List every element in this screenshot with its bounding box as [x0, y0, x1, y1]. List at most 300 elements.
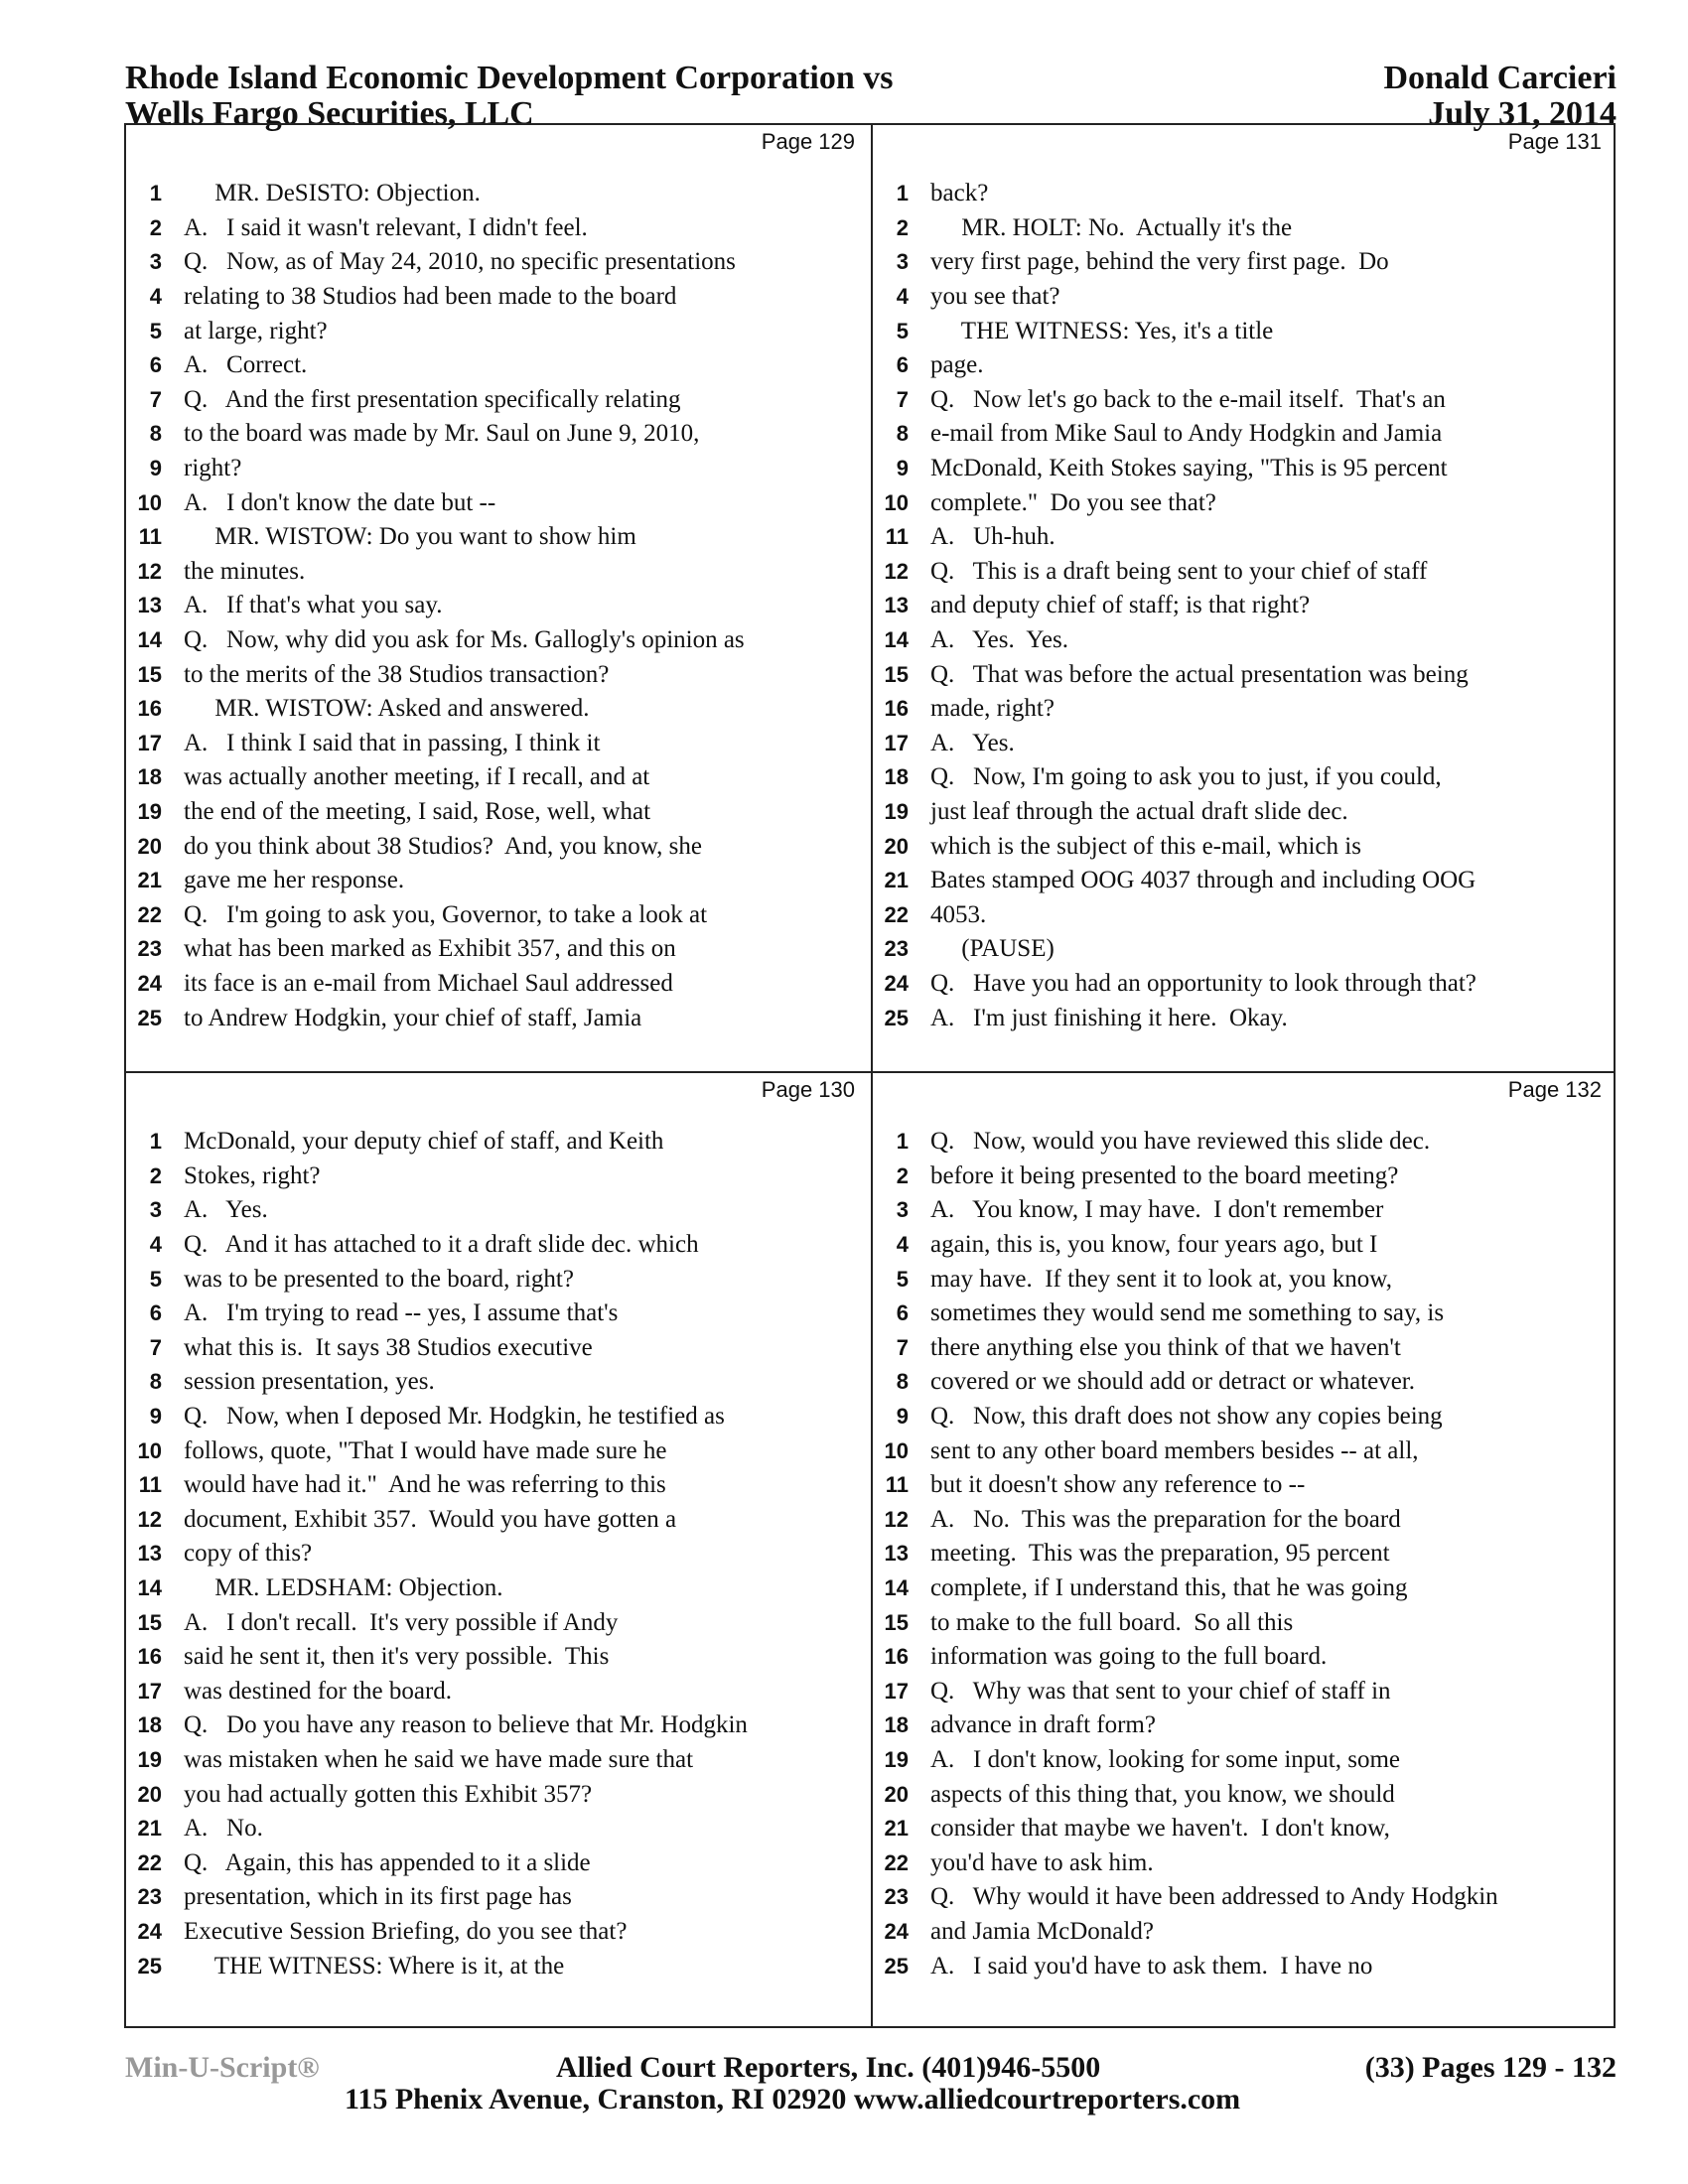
line-text: A. Yes. [184, 1196, 268, 1224]
line-text: (PAUSE) [930, 935, 1055, 963]
line-number: 20 [137, 833, 162, 859]
transcript-line [126, 1228, 869, 1263]
line-number: 18 [884, 1712, 909, 1738]
line-text: very first page, behind the very first page. Do [930, 248, 1389, 276]
transcript-line [873, 1160, 1616, 1194]
transcript-lines [126, 177, 869, 1035]
case-title-line2: Wells Fargo Securities, LLC [125, 95, 534, 132]
line-text: A. Correct. [184, 351, 308, 379]
line-text: A. I don't recall. It's very possible if Andy [184, 1608, 619, 1636]
line-number: 12 [884, 1506, 909, 1532]
line-text: Q. That was before the actual presentation was being [930, 660, 1469, 688]
line-text: its face is an e-mail from Michael Saul addressed [184, 969, 673, 997]
line-number: 24 [884, 970, 909, 996]
line-number: 8 [149, 421, 162, 447]
line-number: 12 [884, 558, 909, 584]
line-text: consider that maybe we haven't. I don't know, [930, 1815, 1390, 1843]
line-text: Q. Why was that sent to your chief of staff in [930, 1677, 1391, 1705]
transcript-line [126, 245, 869, 280]
line-text: MR. WISTOW: Asked and answered. [184, 695, 590, 723]
line-text: follows, quote, "That I would have made sure he [184, 1436, 667, 1464]
line-number: 15 [137, 1609, 162, 1635]
line-text: at large, right? [184, 317, 328, 344]
line-number: 10 [137, 489, 162, 515]
line-number: 2 [149, 214, 162, 240]
transcript-line [873, 1537, 1616, 1571]
line-text: the end of the meeting, I said, Rose, well, what [184, 797, 651, 825]
line-number: 19 [137, 1746, 162, 1772]
transcript-line [873, 452, 1616, 486]
line-number: 8 [149, 1369, 162, 1395]
line-number: 7 [149, 386, 162, 412]
line-text: Q. Why would it have been addressed to Andy Hodgkin [930, 1883, 1498, 1911]
transcript-line [126, 897, 869, 932]
transcript-line [126, 383, 869, 418]
line-number: 3 [149, 1197, 162, 1223]
line-text: A. I think I said that in passing, I think it [184, 729, 601, 756]
line-text: Q. Now, why did you ask for Ms. Gallogly's opinion as [184, 626, 745, 654]
transcript-line [126, 760, 869, 795]
line-text: do you think about 38 Studios? And, you know, she [184, 832, 702, 860]
transcript-line [126, 692, 869, 727]
transcript-line [873, 1297, 1616, 1331]
line-text: Q. And the first presentation specifically relating [184, 385, 681, 413]
transcript-line [126, 1503, 869, 1538]
transcript-line [873, 1571, 1616, 1606]
transcript-line [126, 348, 869, 383]
line-number: 23 [884, 1884, 909, 1910]
transcript-line [126, 314, 869, 348]
line-number: 11 [885, 1472, 909, 1498]
transcript-line [873, 1605, 1616, 1640]
line-number: 8 [896, 421, 909, 447]
transcript-line [873, 657, 1616, 692]
line-text: complete, if I understand this, that he was going [930, 1574, 1408, 1602]
footer-page-range: (33) Pages 129 - 132 [1364, 2051, 1617, 2084]
transcript-line [873, 1777, 1616, 1812]
line-number: 9 [149, 1404, 162, 1430]
transcript-line [126, 967, 869, 1002]
line-number: 15 [884, 661, 909, 687]
line-text: McDonald, your deputy chief of staff, and Keith [184, 1128, 664, 1156]
line-text: MR. DeSISTO: Objection. [184, 180, 481, 207]
line-number: 4 [149, 284, 162, 310]
line-number: 9 [149, 456, 162, 481]
line-text: aspects of this thing that, you know, we should [930, 1780, 1395, 1808]
transcript-line [873, 520, 1616, 555]
line-number: 23 [137, 1884, 162, 1910]
line-number: 6 [896, 352, 909, 378]
line-number: 24 [137, 970, 162, 996]
line-number: 14 [137, 627, 162, 653]
transcript-line [873, 727, 1616, 761]
transcript-line [126, 623, 869, 658]
transcript-line [126, 829, 869, 864]
line-number: 10 [137, 1437, 162, 1463]
transcript-line [873, 1001, 1616, 1035]
transcript-line [873, 1675, 1616, 1709]
line-number: 10 [884, 489, 909, 515]
transcript-line [873, 1743, 1616, 1778]
line-text: Q. Have you had an opportunity to look through that? [930, 969, 1477, 997]
line-text: sent to any other board members besides -- at all, [930, 1436, 1419, 1464]
line-text: was destined for the board. [184, 1677, 453, 1705]
transcript-line [873, 280, 1616, 315]
line-number: 25 [137, 1953, 162, 1979]
line-number: 19 [884, 798, 909, 824]
line-number: 16 [884, 696, 909, 722]
line-number: 14 [137, 1575, 162, 1601]
line-text: A. If that's what you say. [184, 592, 443, 619]
line-number: 23 [884, 936, 909, 962]
line-number: 7 [896, 386, 909, 412]
page-number: Page 130 [761, 1077, 855, 1102]
transcript-line [126, 1001, 869, 1035]
footer-brand: Min-U-Script® [125, 2051, 320, 2084]
transcript-line [873, 1400, 1616, 1434]
line-text: Stokes, right? [184, 1161, 321, 1189]
line-number: 4 [149, 1232, 162, 1258]
transcript-line [873, 245, 1616, 280]
transcript-line [126, 1915, 869, 1950]
footer-reporter: Allied Court Reporters, Inc. (401)946-5500 [556, 2051, 1101, 2084]
transcript-line [873, 692, 1616, 727]
line-number: 8 [896, 1369, 909, 1395]
transcript-line [126, 1468, 869, 1503]
transcript-line [873, 1640, 1616, 1675]
transcript-line [873, 1125, 1616, 1160]
line-text: what this is. It says 38 Studios executive [184, 1333, 593, 1361]
transcript-line [126, 1433, 869, 1468]
line-number: 11 [885, 524, 909, 550]
line-text: Q. Now, this draft does not show any copies being [930, 1403, 1443, 1431]
transcript-line [126, 589, 869, 623]
transcript-line [873, 1262, 1616, 1297]
line-number: 2 [149, 1162, 162, 1188]
line-number: 5 [896, 1266, 909, 1292]
transcript-line [126, 1605, 869, 1640]
line-number: 17 [137, 730, 162, 755]
line-text: Q. Now, would you have reviewed this slide dec. [930, 1128, 1431, 1156]
line-text: Bates stamped OOG 4037 through and including OOG [930, 867, 1477, 894]
line-text: the minutes. [184, 557, 306, 585]
line-number: 7 [149, 1334, 162, 1360]
transcript-line [873, 1949, 1616, 1983]
line-number: 1 [896, 1129, 909, 1155]
line-text: again, this is, you know, four years ago, but I [930, 1231, 1378, 1259]
line-text: to make to the full board. So all this [930, 1608, 1294, 1636]
transcript-line [126, 177, 869, 211]
line-text: McDonald, Keith Stokes saying, "This is 95 percent [930, 455, 1448, 482]
line-text: and Jamia McDonald? [930, 1917, 1154, 1945]
transcript-line [873, 1503, 1616, 1538]
transcript-page-132 [873, 1073, 1616, 2019]
line-number: 1 [149, 181, 162, 206]
transcript-page-131 [873, 125, 1616, 1071]
line-text: information was going to the full board. [930, 1643, 1328, 1671]
line-number: 12 [137, 1506, 162, 1532]
transcript-grid [124, 123, 1616, 2028]
transcript-line [126, 1743, 869, 1778]
page-number: Page 131 [1507, 129, 1602, 154]
transcript-line [873, 1228, 1616, 1263]
line-number: 13 [137, 593, 162, 618]
line-number: 4 [896, 284, 909, 310]
transcript-line [126, 1640, 869, 1675]
transcript-line [126, 657, 869, 692]
line-number: 18 [884, 764, 909, 790]
line-number: 17 [884, 730, 909, 755]
line-text: complete." Do you see that? [930, 488, 1216, 516]
transcript-line [873, 932, 1616, 967]
line-number: 2 [896, 214, 909, 240]
line-number: 13 [137, 1541, 162, 1567]
line-number: 22 [884, 901, 909, 927]
line-number: 10 [884, 1437, 909, 1463]
transcript-line [126, 555, 869, 590]
line-number: 6 [149, 1300, 162, 1326]
line-text: would have had it." And he was referring to this [184, 1471, 666, 1499]
line-text: was actually another meeting, if I recall, and at [184, 763, 650, 791]
transcript-line [126, 1845, 869, 1880]
deposition-date: July 31, 2014 [1428, 95, 1617, 132]
line-text: right? [184, 455, 242, 482]
transcript-line [126, 1571, 869, 1606]
line-text: covered or we should add or detract or whatever. [930, 1368, 1416, 1396]
line-number: 15 [884, 1609, 909, 1635]
transcript-line [873, 314, 1616, 348]
line-number: 6 [149, 352, 162, 378]
line-number: 4 [896, 1232, 909, 1258]
line-number: 18 [137, 764, 162, 790]
line-text: 4053. [930, 900, 987, 928]
line-text: said he sent it, then it's very possible. This [184, 1643, 610, 1671]
line-text: A. Yes. [930, 729, 1015, 756]
line-text: A. I said it wasn't relevant, I didn't feel. [184, 213, 588, 241]
transcript-line [126, 1193, 869, 1228]
line-number: 23 [137, 936, 162, 962]
transcript-line [873, 795, 1616, 830]
line-text: THE WITNESS: Yes, it's a title [930, 317, 1274, 344]
case-title-line1: Rhode Island Economic Development Corporation vs [125, 60, 894, 96]
line-text: back? [930, 180, 989, 207]
line-number: 22 [137, 901, 162, 927]
transcript-line [126, 864, 869, 898]
line-text: may have. If they sent it to look at, you know, [930, 1265, 1392, 1293]
line-text: sometimes they would send me something to say, is [930, 1299, 1445, 1327]
line-number: 9 [896, 456, 909, 481]
line-text: Q. Now, I'm going to ask you to just, if you could, [930, 763, 1442, 791]
line-number: 9 [896, 1404, 909, 1430]
transcript-line [873, 1193, 1616, 1228]
line-number: 22 [137, 1849, 162, 1875]
transcript-line [873, 1845, 1616, 1880]
transcript-lines [873, 177, 1616, 1035]
line-number: 11 [138, 524, 162, 550]
line-number: 5 [149, 1266, 162, 1292]
transcript-line [873, 623, 1616, 658]
line-text: meeting. This was the preparation, 95 percent [930, 1540, 1390, 1568]
transcript-line [126, 1880, 869, 1915]
transcript-line [873, 589, 1616, 623]
line-number: 12 [137, 558, 162, 584]
line-text: Q. Again, this has appended to it a slide [184, 1848, 591, 1876]
page-number: Page 132 [1507, 1077, 1602, 1102]
transcript-line [873, 1468, 1616, 1503]
transcript-line [873, 485, 1616, 520]
transcript-lines [126, 1125, 869, 1983]
line-number: 1 [149, 1129, 162, 1155]
footer-address: 115 Phenix Avenue, Cranston, RI 02920 www.alliedcourtreporters.com [345, 2083, 1241, 2116]
transcript-lines [873, 1125, 1616, 1983]
transcript-line [126, 795, 869, 830]
line-text: just leaf through the actual draft slide dec. [930, 797, 1348, 825]
line-text: A. Uh-huh. [930, 523, 1055, 551]
line-number: 25 [884, 1953, 909, 1979]
line-text: gave me her response. [184, 867, 405, 894]
transcript-line [126, 932, 869, 967]
line-text: MR. LEDSHAM: Objection. [184, 1574, 503, 1602]
transcript-line [873, 1812, 1616, 1846]
line-text: to Andrew Hodgkin, your chief of staff, Jamia [184, 1004, 642, 1031]
line-text: and deputy chief of staff; is that right? [930, 592, 1311, 619]
line-text: advance in draft form? [930, 1711, 1156, 1739]
transcript-line [873, 897, 1616, 932]
transcript-line [126, 485, 869, 520]
line-text: presentation, which in its first page has [184, 1883, 572, 1911]
line-text: before it being presented to the board meeting? [930, 1161, 1399, 1189]
line-text: to the board was made by Mr. Saul on June 9, 2010, [184, 420, 700, 448]
line-number: 2 [896, 1162, 909, 1188]
line-number: 5 [896, 318, 909, 343]
line-number: 24 [884, 1918, 909, 1944]
line-number: 5 [149, 318, 162, 343]
line-text: A. I said you'd have to ask them. I have no [930, 1952, 1373, 1979]
transcript-line [873, 1433, 1616, 1468]
line-number: 17 [137, 1678, 162, 1704]
line-number: 25 [137, 1005, 162, 1030]
deponent-name: Donald Carcieri [1383, 60, 1617, 96]
line-number: 20 [884, 1781, 909, 1807]
line-number: 7 [896, 1334, 909, 1360]
line-text: Q. This is a draft being sent to your chief of staff [930, 557, 1428, 585]
line-text: Q. Now let's go back to the e-mail itself. That's an [930, 385, 1446, 413]
line-text: A. No. [184, 1815, 263, 1843]
line-number: 3 [896, 249, 909, 275]
line-text: A. I'm just finishing it here. Okay. [930, 1004, 1288, 1031]
transcript-line [873, 760, 1616, 795]
line-text: which is the subject of this e-mail, which is [930, 832, 1361, 860]
line-number: 1 [896, 181, 909, 206]
line-text: document, Exhibit 357. Would you have gotten a [184, 1505, 677, 1533]
line-number: 21 [137, 1816, 162, 1842]
line-number: 14 [884, 627, 909, 653]
transcript-line [126, 1160, 869, 1194]
transcript-page-129 [126, 125, 869, 1071]
line-text: was to be presented to the board, right? [184, 1265, 574, 1293]
line-number: 18 [137, 1712, 162, 1738]
transcript-line [873, 383, 1616, 418]
transcript-line [873, 967, 1616, 1002]
line-number: 17 [884, 1678, 909, 1704]
line-number: 6 [896, 1300, 909, 1326]
line-number: 21 [884, 1816, 909, 1842]
line-number: 16 [884, 1644, 909, 1670]
line-text: A. You know, I may have. I don't remember [930, 1196, 1384, 1224]
transcript-line [873, 348, 1616, 383]
line-text: A. Yes. Yes. [930, 626, 1068, 654]
transcript-line [873, 417, 1616, 452]
line-text: page. [930, 351, 984, 379]
transcript-line [873, 1331, 1616, 1366]
line-number: 20 [884, 833, 909, 859]
line-text: you'd have to ask him. [930, 1848, 1154, 1876]
line-text: made, right? [930, 695, 1055, 723]
page-number: Page 129 [761, 129, 855, 154]
line-text: Q. Now, when I deposed Mr. Hodgkin, he testified as [184, 1403, 725, 1431]
line-number: 13 [884, 1541, 909, 1567]
line-number: 19 [137, 798, 162, 824]
line-number: 11 [138, 1472, 162, 1498]
line-number: 16 [137, 1644, 162, 1670]
transcript-line [126, 1262, 869, 1297]
line-number: 22 [884, 1849, 909, 1875]
line-number: 3 [149, 249, 162, 275]
transcript-line [873, 1708, 1616, 1743]
line-text: what has been marked as Exhibit 357, and this on [184, 935, 676, 963]
transcript-line [873, 864, 1616, 898]
transcript-line [126, 1365, 869, 1400]
transcript-line [126, 211, 869, 246]
line-text: A. I'm trying to read -- yes, I assume that's [184, 1299, 619, 1327]
line-text: A. No. This was the preparation for the board [930, 1505, 1401, 1533]
line-text: THE WITNESS: Where is it, at the [184, 1952, 565, 1979]
transcript-line [873, 829, 1616, 864]
line-text: A. I don't know the date but -- [184, 488, 496, 516]
transcript-line [126, 1125, 869, 1160]
line-number: 21 [884, 868, 909, 893]
line-text: there anything else you think of that we haven't [930, 1333, 1401, 1361]
transcript-line [126, 452, 869, 486]
line-number: 15 [137, 661, 162, 687]
line-text: MR. HOLT: No. Actually it's the [930, 213, 1293, 241]
line-text: Executive Session Briefing, do you see that? [184, 1917, 628, 1945]
line-text: Q. I'm going to ask you, Governor, to take a look at [184, 900, 708, 928]
line-text: to the merits of the 38 Studios transaction? [184, 660, 610, 688]
transcript-line [126, 1949, 869, 1983]
line-text: Q. And it has attached to it a draft slide dec. which [184, 1231, 699, 1259]
transcript-line [126, 1400, 869, 1434]
transcript-line [873, 1915, 1616, 1950]
line-text: A. I don't know, looking for some input, some [930, 1745, 1400, 1773]
transcript-line [126, 280, 869, 315]
line-text: was mistaken when he said we have made sure that [184, 1745, 694, 1773]
transcript-line [126, 1537, 869, 1571]
transcript-line [873, 177, 1616, 211]
line-number: 19 [884, 1746, 909, 1772]
line-text: MR. WISTOW: Do you want to show him [184, 523, 636, 551]
line-number: 13 [884, 593, 909, 618]
line-number: 20 [137, 1781, 162, 1807]
transcript-line [126, 417, 869, 452]
line-text: Q. Now, as of May 24, 2010, no specific presentations [184, 248, 736, 276]
transcript-line [126, 1297, 869, 1331]
line-text: you had actually gotten this Exhibit 357? [184, 1780, 593, 1808]
transcript-line [126, 1777, 869, 1812]
transcript-line [873, 1365, 1616, 1400]
transcript-line [126, 1331, 869, 1366]
line-text: but it doesn't show any reference to -- [930, 1471, 1306, 1499]
